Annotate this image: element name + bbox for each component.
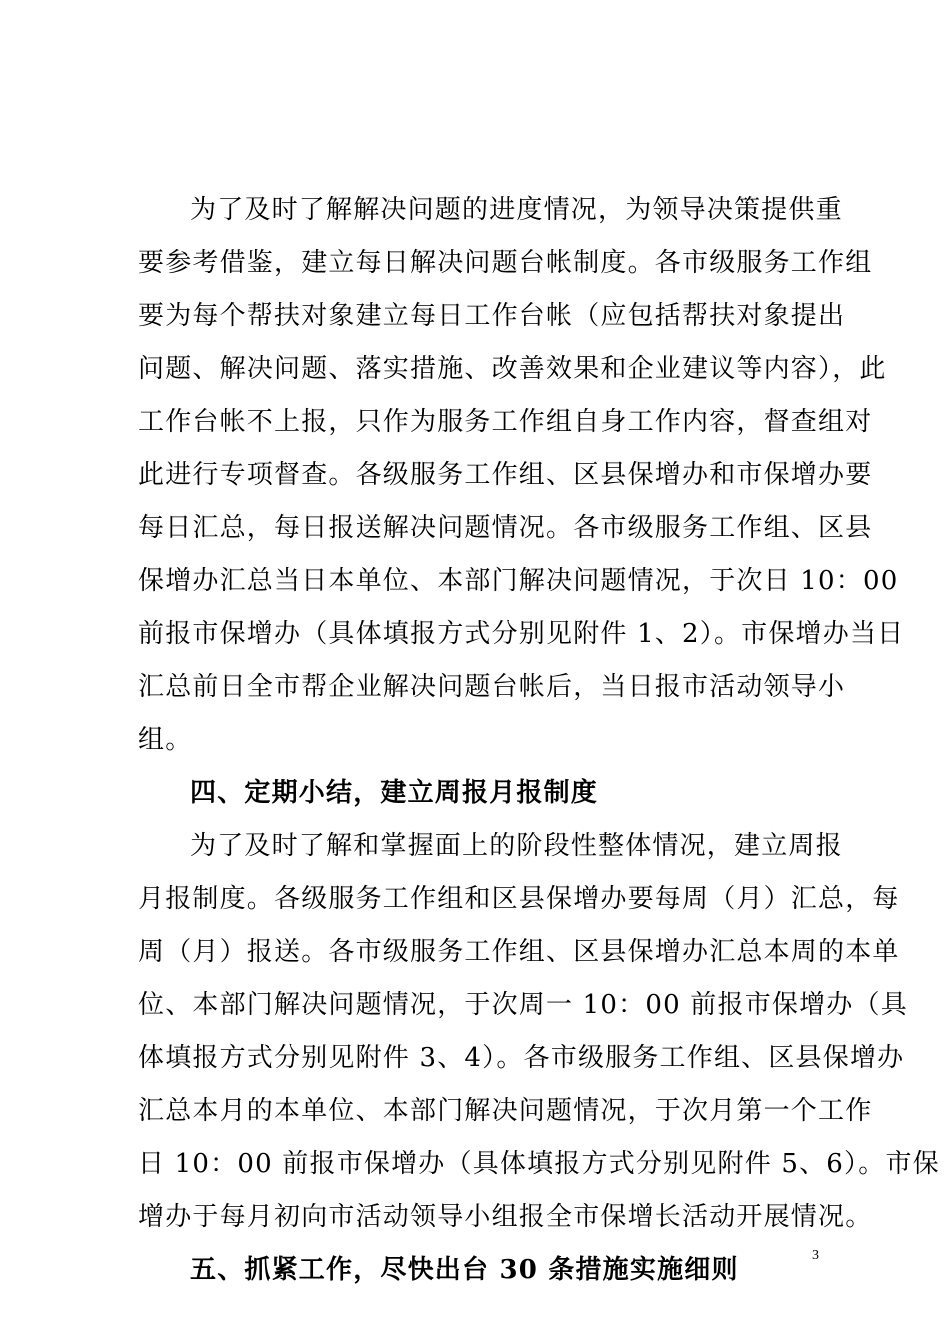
- paragraph-line: [0, 927, 950, 977]
- line-text: 此进行专项督查。各级服务工作组、区县保增办和市保增办要: [138, 460, 873, 490]
- paragraph-line: [0, 821, 950, 871]
- line-text: 要参考借鉴，建立每日解决问题台帐制度。各市级服务工作组: [138, 248, 873, 278]
- line-text: 日 10：00 前报市保增办（具体填报方式分别见附件 5、6）。市保: [138, 1149, 940, 1179]
- paragraph-line: [0, 1192, 950, 1242]
- line-text: 保增办汇总当日本单位、本部门解决问题情况，于次日 10：00: [138, 566, 899, 596]
- line-text: 前报市保增办（具体填报方式分别见附件 1、2）。市保增办当日: [138, 619, 905, 649]
- heading-text: 四、定期小结，建立周报月报制度: [190, 778, 599, 808]
- line-text: 月报制度。各级服务工作组和区县保增办要每周（月）汇总，每: [138, 884, 900, 914]
- line-text: 为了及时了解和掌握面上的阶段性整体情况，建立周报: [190, 831, 843, 861]
- paragraph-line: [0, 344, 950, 394]
- paragraph-line: [0, 185, 950, 235]
- line-text: 为了及时了解解决问题的进度情况，为领导决策提供重: [190, 195, 843, 225]
- paragraph-line: [0, 874, 950, 924]
- paragraph-line: [0, 503, 950, 553]
- line-text: 要为每个帮扶对象建立每日工作台帐（应包括帮扶对象提出: [138, 301, 846, 331]
- line-text: 汇总本月的本单位、本部门解决问题情况，于次月第一个工作: [138, 1096, 873, 1126]
- paragraph-line: [0, 1033, 950, 1083]
- paragraph-line: [0, 715, 950, 765]
- paragraph-line: [0, 662, 950, 712]
- paragraph-line: [0, 397, 950, 447]
- line-text: 位、本部门解决问题情况，于次周一 10：00 前报市保增办（具: [138, 990, 908, 1020]
- line-text: 汇总前日全市帮企业解决问题台帐后，当日报市活动领导小: [138, 672, 846, 702]
- line-text: 每日汇总，每日报送解决问题情况。各市级服务工作组、区县: [138, 513, 873, 543]
- line-text: 组。: [138, 725, 193, 755]
- line-text: 周（月）报送。各市级服务工作组、区县保增办汇总本周的本单: [138, 937, 900, 967]
- section-heading: [0, 1245, 950, 1295]
- page-number: 3: [812, 1248, 819, 1263]
- line-text: 体填报方式分别见附件 3、4）。各市级服务工作组、区县保增办: [138, 1043, 905, 1073]
- paragraph-line: [0, 556, 950, 606]
- paragraph-line: [0, 609, 950, 659]
- line-text: 工作台帐不上报，只作为服务工作组自身工作内容，督查组对: [138, 407, 873, 437]
- paragraph-line: [0, 1086, 950, 1136]
- section-heading: [0, 768, 950, 818]
- line-text: 问题、解决问题、落实措施、改善效果和企业建议等内容），此: [138, 354, 887, 384]
- paragraph-line: [0, 291, 950, 341]
- paragraph-line: [0, 450, 950, 500]
- paragraph-line: [0, 238, 950, 288]
- heading-text: 五、抓紧工作，尽快出台 30 条措施实施细则: [190, 1255, 739, 1285]
- paragraph-line: [0, 980, 950, 1030]
- line-text: 增办于每月初向市活动领导小组报全市保增长活动开展情况。: [138, 1202, 873, 1232]
- paragraph-line: [0, 1139, 950, 1189]
